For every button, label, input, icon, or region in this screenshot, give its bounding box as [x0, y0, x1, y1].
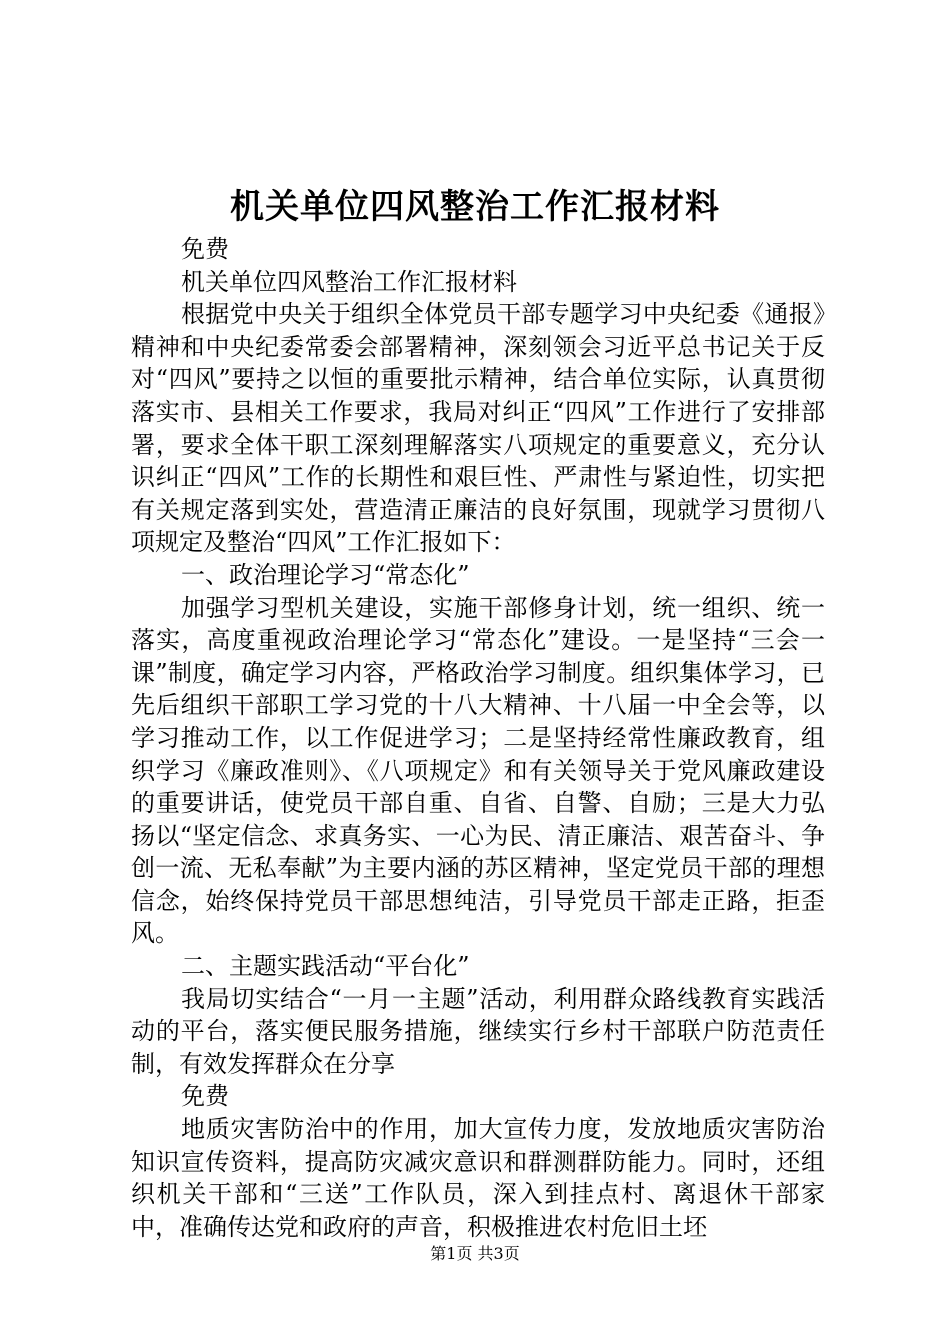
section-heading-1: 一、政治理论学习“常态化” [181, 560, 470, 589]
page-footer: 第1页 共3页 [430, 1244, 520, 1263]
section-heading-2: 二、主题实践活动“平台化” [181, 952, 470, 981]
paragraph-continued: 地质灾害防治中的作用，加大宣传力度，发放地质灾害防治知识宣传资料，提高防灾减灾意识和群测群防能力。同时，还组织机关干部和“三送”工作队员，深入到挂点村、离退休干部家中，准确传达党和政府的声音，积极推进农村危旧土坯 [131, 1115, 825, 1241]
paragraph-section-2: 我局切实结合“一月一主题”活动，利用群众路线教育实践活动的平台，落实便民服务措施，继续实行乡村干部联户防范责任制，有效发挥群众在分享 [131, 984, 825, 1078]
subtitle: 机关单位四风整治工作汇报材料 [181, 267, 517, 296]
paragraph-section-1: 加强学习型机关建设，实施干部修身计划，统一组织、统一落实，高度重视政治理论学习“常态化”建设。一是坚持“三会一课”制度，确定学习内容，严格政治学习制度。组织集体学习，已先后组织干部职工学习党的十八大精神、十八届一中全会等，以学习推动工作，以工作促进学习；二是坚持经常性廉政教育，组织学习《廉政准则》、《八项规定》和有关领导关于党风廉政建设的重要讲话，使党员干部自重、自省、自警、自励；三是大力弘扬以“坚定信念、求真务实、一心为民、清正廉洁、艰苦奋斗、争创一流、无私奉献”为主要内涵的苏区精神，坚定党员干部的理想信念，始终保持党员干部思想纯洁，引导党员干部走正路，拒歪风。 [131, 593, 825, 948]
document-title: 机关单位四风整治工作汇报材料 [230, 187, 720, 227]
free-label: 免费 [181, 1082, 229, 1111]
free-label: 免费 [181, 235, 229, 263]
paragraph-intro: 根据党中央关于组织全体党员干部专题学习中央纪委《通报》精神和中央纪委常委会部署精神，深刻领会习近平总书记关于反对“四风”要持之以恒的重要批示精神，结合单位实际，认真贯彻落实市、县相关工作要求，我局对纠正“四风”工作进行了安排部署，要求全体干职工深刻理解落实八项规定的重要意义，充分认识纠正“四风”工作的长期性和艰巨性、严肃性与紧迫性，切实把有关规定落到实处，营造清正廉洁的良好氛围，现就学习贯彻八项规定及整治“四风”工作汇报如下： [131, 300, 825, 557]
document-body [131, 233, 825, 1243]
